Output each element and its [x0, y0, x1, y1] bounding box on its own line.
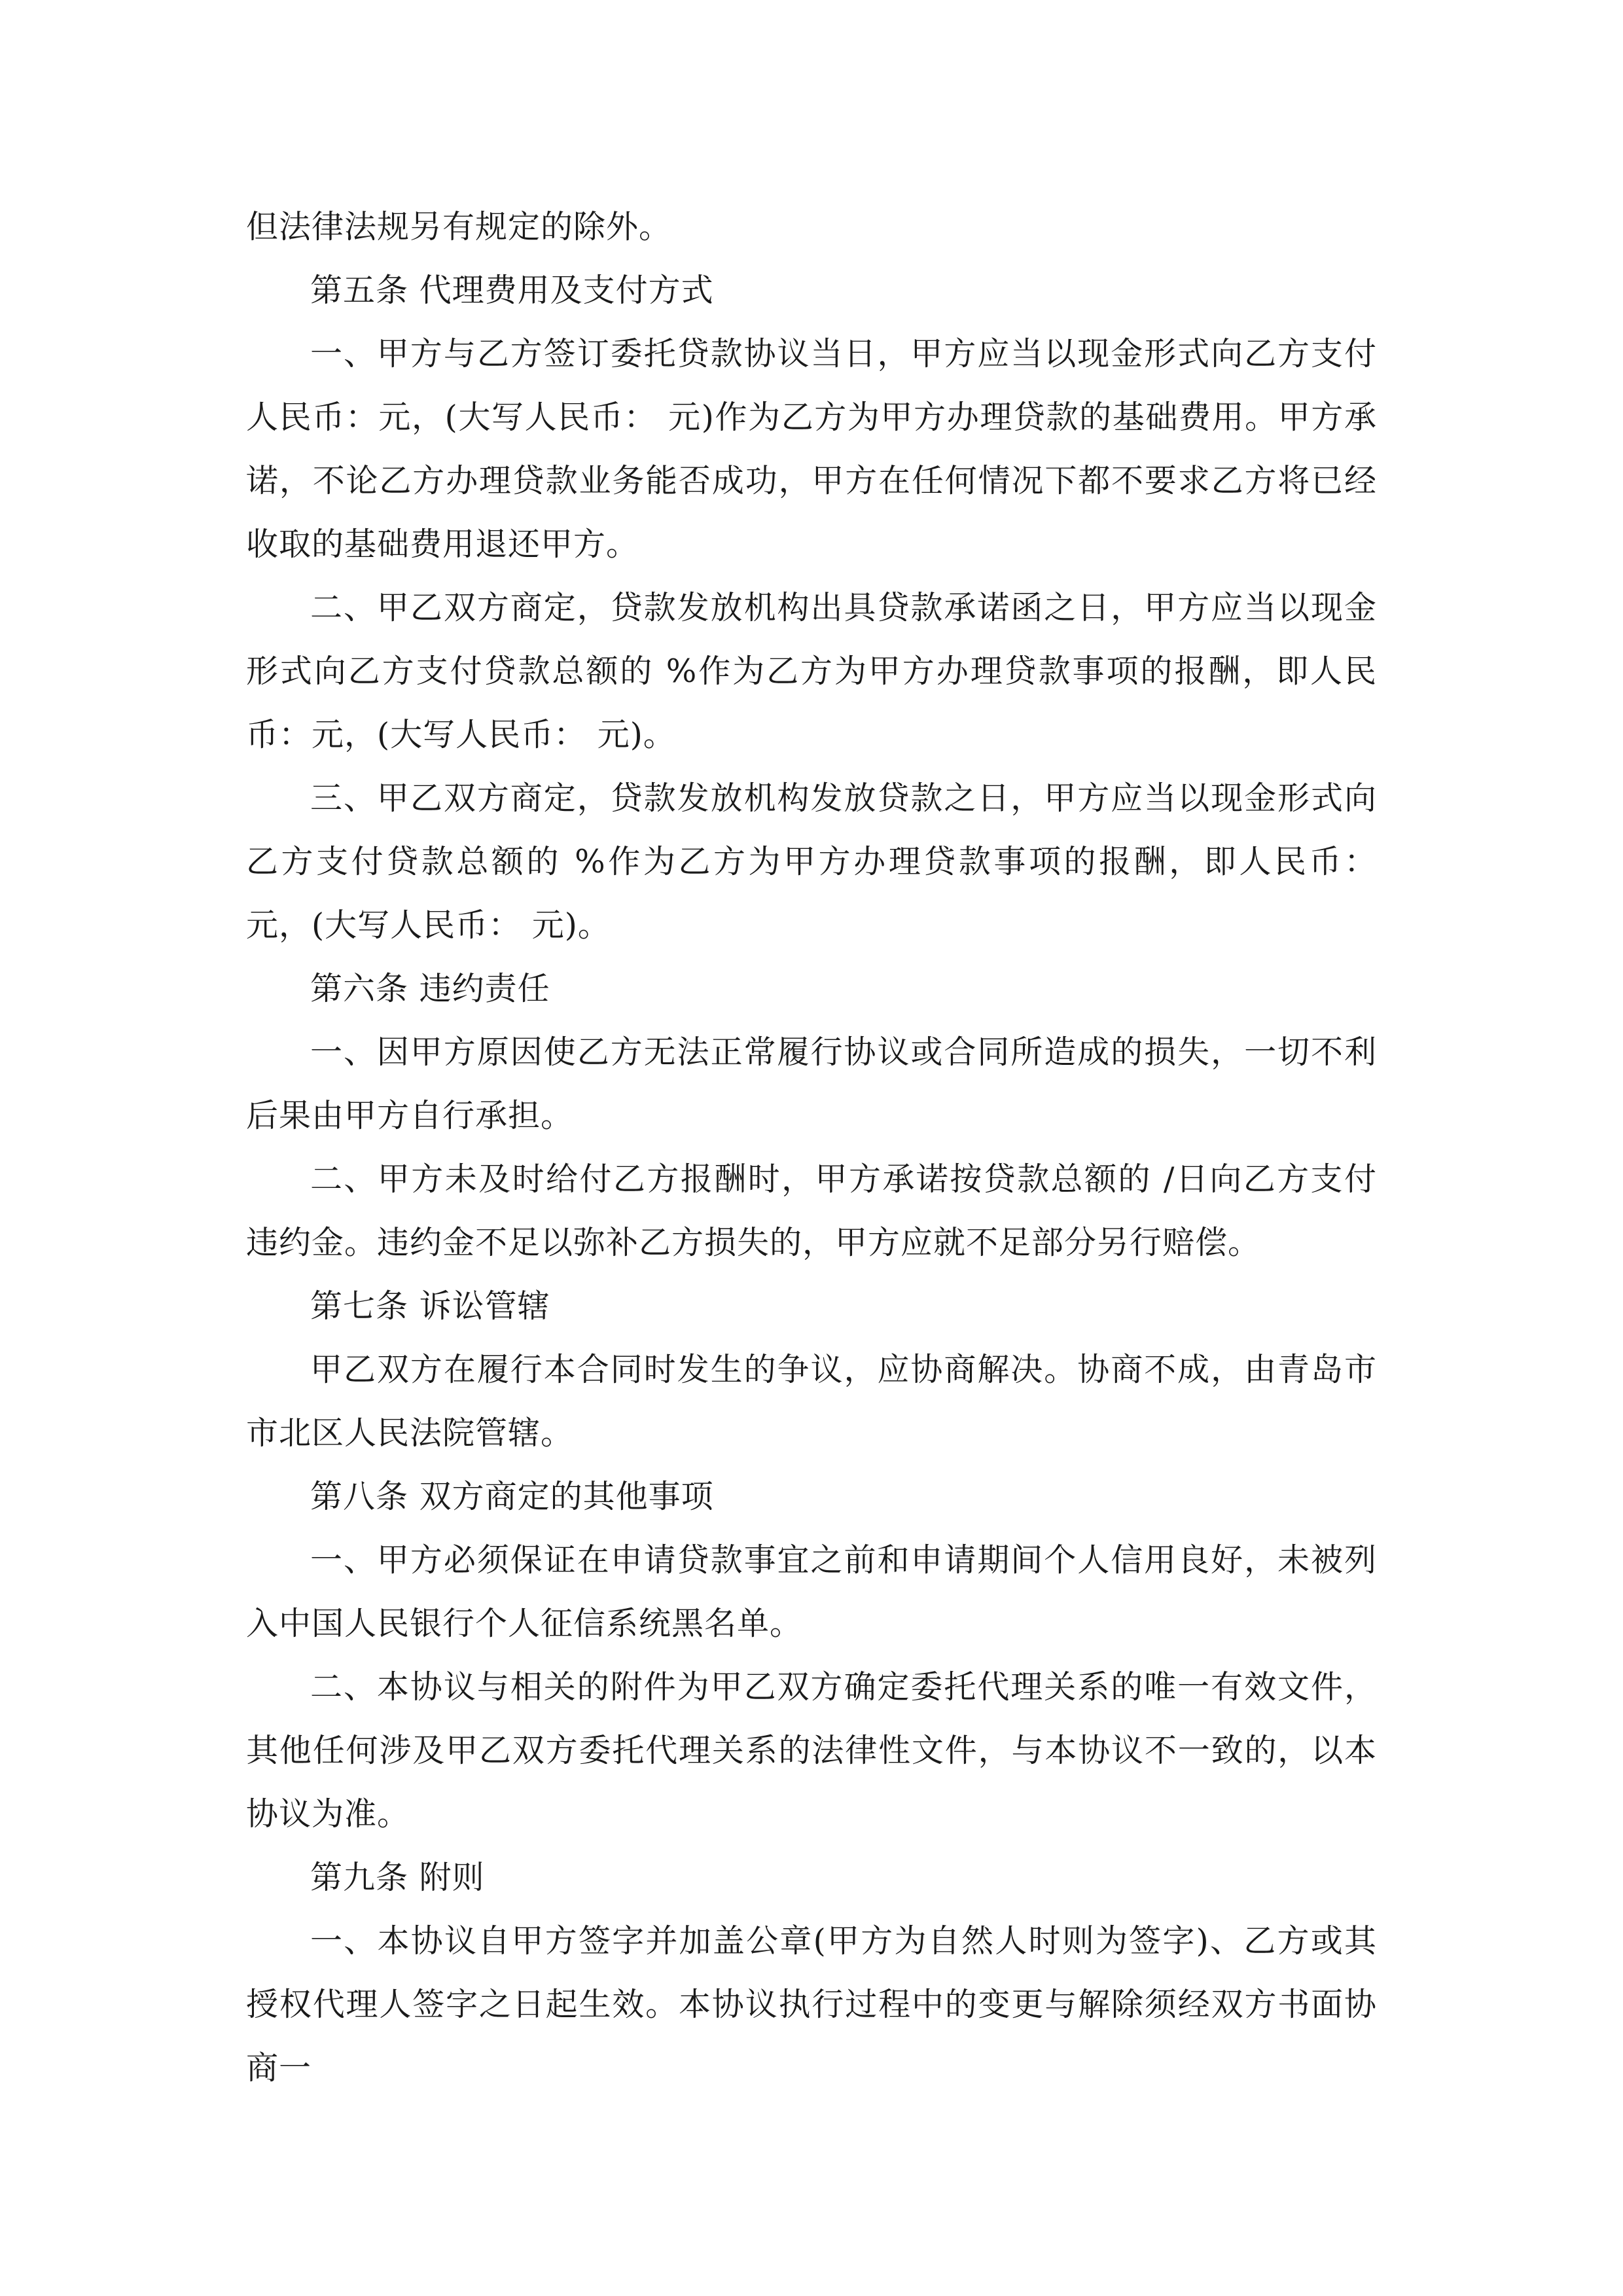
article-8-heading: 第八条 双方商定的其他事项 — [310, 1478, 714, 1515]
document-body — [246, 195, 1377, 2100]
article-5-heading: 第五条 代理费用及支付方式 — [310, 272, 714, 309]
article-5-clause-3: 三、甲乙双方商定，贷款发放机构发放贷款之日，甲方应当以现金形式向乙方支付贷款总额的 %作为乙方为甲方办理贷款事项的报酬，即人民币： 元，(大写人民币： 元)。 — [246, 780, 1377, 944]
article-9-heading: 第九条 附则 — [310, 1859, 485, 1896]
paragraph-continuation: 但法律法规另有规定的除外。 — [246, 208, 672, 245]
article-6-clause-1: 一、因甲方原因使乙方无法正常履行协议或合同所造成的损失，一切不利后果由甲方自行承担。 — [246, 1033, 1377, 1134]
article-8-clause-1: 一、甲方必须保证在申请贷款事宜之前和申请期间个人信用良好，未被列入中国人民银行个人征信系统黑名单。 — [246, 1541, 1377, 1642]
article-6-heading: 第六条 违约责任 — [310, 970, 550, 1007]
article-7-heading: 第七条 诉讼管辖 — [310, 1287, 550, 1325]
article-5-clause-2: 二、甲乙双方商定，贷款发放机构出具贷款承诺函之日，甲方应当以现金形式向乙方支付贷款总额的 %作为乙方为甲方办理贷款事项的报酬，即人民币：元，(大写人民币： 元)。 — [246, 589, 1377, 753]
article-6-clause-2: 二、甲方未及时给付乙方报酬时，甲方承诺按贷款总额的 /日向乙方支付违约金。违约金不足以弥补乙方损失的，甲方应就不足部分另行赔偿。 — [246, 1160, 1377, 1261]
article-5-clause-1: 一、甲方与乙方签订委托贷款协议当日，甲方应当以现金形式向乙方支付人民币：元，(大写人民币： 元)作为乙方为甲方办理贷款的基础费用。甲方承诺，不论乙方办理贷款业务能否成功，甲方在任何情况下都不要求乙方将已经收取的基础费用退还甲方。 — [246, 335, 1377, 563]
article-9-clause-1: 一、本协议自甲方签字并加盖公章(甲方为自然人时则为签字)、乙方或其授权代理人签字之日起生效。本协议执行过程中的变更与解除须经双方书面协商一 — [246, 1922, 1377, 2087]
article-8-clause-2: 二、本协议与相关的附件为甲乙双方确定委托代理关系的唯一有效文件，其他任何涉及甲乙双方委托代理关系的法律性文件，与本协议不一致的，以本协议为准。 — [246, 1668, 1377, 1833]
article-7-clause: 甲乙双方在履行本合同时发生的争议，应协商解决。协商不成，由青岛市市北区人民法院管辖。 — [246, 1351, 1377, 1452]
